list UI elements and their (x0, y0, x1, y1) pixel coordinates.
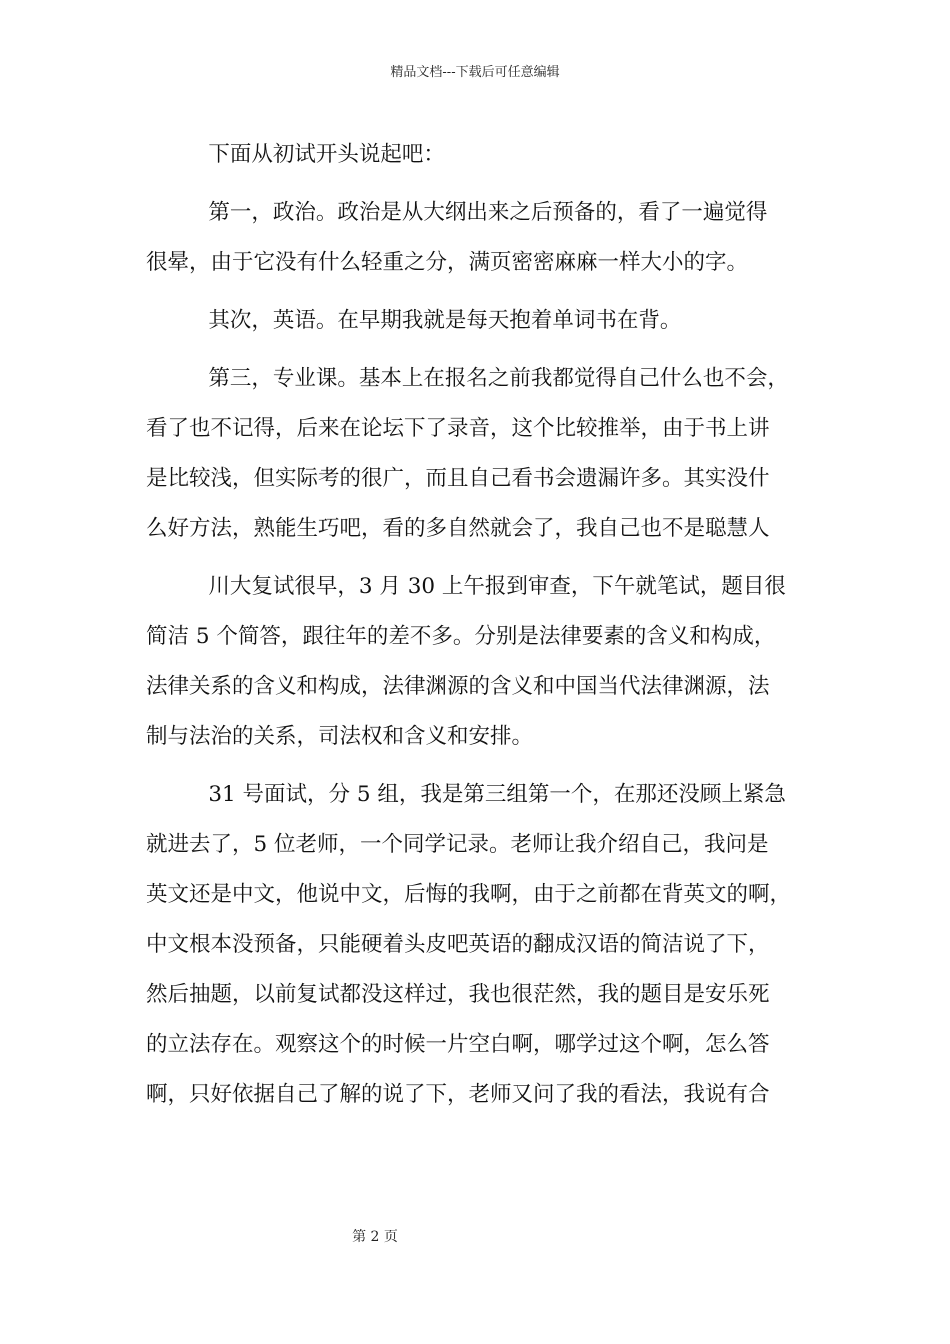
text-line: 啊，只好依据自己了解的说了下，老师又问了我的看法，我说有合 (146, 1082, 770, 1107)
text-line: 看了也不记得，后来在论坛下了录音，这个比较推举，由于书上讲 (146, 416, 770, 441)
text-line: 英文还是中文，他说中文，后悔的我啊，由于之前都在背英文的啊， (146, 882, 792, 907)
text-line: 中文根本没预备，只能硬着头皮吧英语的翻成汉语的简洁说了下， (146, 932, 770, 957)
text-line: 第三，专业课。基本上在报名之前我都觉得自己什么也不会， (208, 366, 789, 391)
text-line: 制与法治的关系，司法权和含义和安排。 (146, 724, 534, 749)
text-line: 的立法存在。观察这个的时候一片空白啊，哪学过这个啊，怎么答 (146, 1032, 770, 1057)
text-line: 很晕，由于它没有什么轻重之分，满页密密麻麻一样大小的字。 (146, 250, 749, 275)
text-line: 法律关系的含义和构成，法律渊源的含义和中国当代法律渊源，法 (146, 674, 770, 699)
text-line: 第一，政治。政治是从大纲出来之后预备的，看了一遍觉得 (208, 200, 768, 225)
paragraph-politics (146, 188, 826, 288)
text-line: 是比较浅，但实际考的很广，而且自己看书会遗漏许多。其实没什 (146, 466, 770, 491)
paragraph-intro (146, 130, 826, 180)
paragraph-english (146, 296, 826, 346)
paragraph-major-course (146, 354, 826, 554)
page-number: 第 2 页 (352, 1229, 398, 1245)
text-line: 其次，英语。在早期我就是每天抱着单词书在背。 (208, 308, 682, 333)
page-header: 精品文档---下载后可任意编辑 (390, 65, 560, 80)
text-line: 然后抽题，以前复试都没这样过，我也很茫然，我的题目是安乐死 (146, 982, 770, 1007)
paragraph-retest-written (146, 562, 826, 762)
text-line: 31 号面试，分 5 组，我是第三组第一个，在那还没顾上紧急 (208, 782, 786, 807)
text-line: 就进去了，5 位老师，一个同学记录。老师让我介绍自己，我问是 (146, 832, 769, 857)
document-body (146, 130, 826, 1128)
text-line: 简洁 5 个简答，跟往年的差不多。分别是法律要素的含义和构成， (146, 624, 776, 649)
paragraph-interview (146, 770, 826, 1120)
text-line: 么好方法，熟能生巧吧，看的多自然就会了，我自己也不是聪慧人 (146, 516, 770, 541)
text-line: 川大复试很早，3 月 30 上午报到审查，下午就笔试，题目很 (208, 574, 786, 599)
text-line: 下面从初试开头说起吧： (208, 142, 445, 167)
